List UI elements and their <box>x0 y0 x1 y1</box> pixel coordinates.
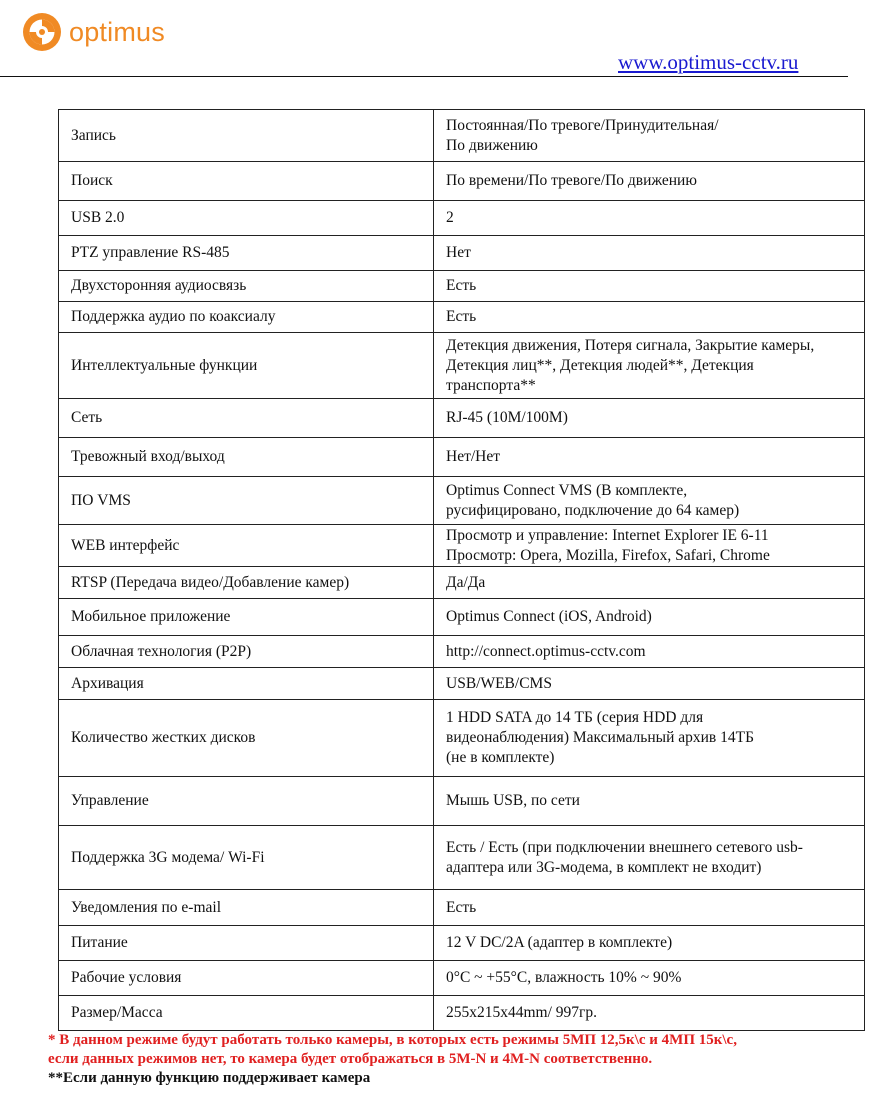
spec-value <box>434 271 865 302</box>
spec-row <box>59 926 865 961</box>
spec-value <box>434 110 865 162</box>
spec-label: Интеллектуальные функции <box>59 333 434 399</box>
brand-logo <box>22 12 165 52</box>
spec-value-line: Есть <box>446 898 477 916</box>
spec-row <box>59 110 865 162</box>
spec-value <box>434 162 865 201</box>
spec-row <box>59 567 865 599</box>
spec-row <box>59 525 865 567</box>
spec-value <box>434 890 865 926</box>
spec-value-line: Детекция движения, Потеря сигнала, Закрытие камеры, <box>446 336 815 354</box>
spec-value-line: 1 HDD SATA до 14 ТБ (серия HDD для <box>446 709 704 726</box>
spec-row <box>59 201 865 236</box>
spec-label: Тревожный вход/выход <box>59 438 434 477</box>
spec-label: Управление <box>59 777 434 826</box>
spec-label: USB 2.0 <box>59 201 434 236</box>
spec-label: PTZ управление RS-485 <box>59 236 434 271</box>
spec-value <box>434 926 865 961</box>
spec-row <box>59 700 865 777</box>
spec-label: Размер/Масса <box>59 996 434 1031</box>
spec-row <box>59 668 865 700</box>
spec-value <box>434 477 865 525</box>
spec-value-line: русифицировано, подключение до 64 камер) <box>446 501 740 519</box>
spec-value-line: Есть <box>446 277 477 294</box>
spec-value <box>434 996 865 1031</box>
spec-row <box>59 271 865 302</box>
spec-row <box>59 162 865 201</box>
spec-value-line: 2 <box>446 209 454 226</box>
spec-value-line: Нет <box>446 244 471 261</box>
spec-row <box>59 399 865 438</box>
spec-value-line: (не в комплекте) <box>446 749 555 766</box>
spec-label: RTSP (Передача видео/Добавление камер) <box>59 567 434 599</box>
spec-row <box>59 599 865 636</box>
spec-label: Двухсторонняя аудиосвязь <box>59 271 434 302</box>
spec-value-line: 255x215x44mm/ 997гр. <box>446 1004 598 1021</box>
spec-value-line: RJ-45 (10M/100M) <box>446 409 568 426</box>
spec-value <box>434 567 865 599</box>
spec-value-line: Просмотр: Opera, Mozilla, Firefox, Safari, Chrome <box>446 546 770 564</box>
spec-row <box>59 477 865 525</box>
spec-value-line: Постоянная/По тревоге/Принудительная/ <box>446 116 719 134</box>
spec-value-line: адаптера или 3G-модема, в комплект не входит) <box>446 858 762 876</box>
spec-value-line: Optimus Connect (iOS, Android) <box>446 608 652 625</box>
spec-value-line: По времени/По тревоге/По движению <box>446 172 697 189</box>
spec-value-line: http://connect.optimus-cctv.com <box>446 642 646 660</box>
spec-value <box>434 399 865 438</box>
spec-value <box>434 333 865 399</box>
spec-value-line: Есть <box>446 308 477 325</box>
spec-value-line: Просмотр и управление: Internet Explorer IE 6-11 <box>446 526 769 544</box>
spec-row <box>59 236 865 271</box>
spec-label: ПО VMS <box>59 477 434 525</box>
spec-value <box>434 201 865 236</box>
spec-label: WEB интерфейс <box>59 525 434 567</box>
spec-label: Сеть <box>59 399 434 438</box>
spec-value-line: 0°C ~ +55°C, влажность 10% ~ 90% <box>446 969 682 986</box>
spec-value-line: 12 V DC/2A (адаптер в комплекте) <box>446 934 673 951</box>
footnote-1-line-2: если данных режимов нет, то камера будет отображаться в 5M-N и 4M-N соответственно. <box>48 1051 653 1067</box>
spec-row <box>59 438 865 477</box>
spec-value <box>434 302 865 333</box>
spec-label: Облачная технология (P2P) <box>59 636 434 668</box>
spec-row <box>59 333 865 399</box>
spec-value <box>434 777 865 826</box>
spec-row <box>59 890 865 926</box>
spec-label: Количество жестких дисков <box>59 700 434 777</box>
spec-table <box>58 109 865 1031</box>
logo-text: optimus <box>69 16 165 47</box>
spec-value <box>434 525 865 567</box>
spec-label: Мобильное приложение <box>59 599 434 636</box>
spec-value <box>434 826 865 890</box>
spec-value <box>434 636 865 668</box>
spec-value-line: транспорта** <box>446 376 536 394</box>
optimus-swirl-logo-icon <box>22 12 62 52</box>
spec-row <box>59 826 865 890</box>
spec-label: Питание <box>59 926 434 961</box>
spec-value <box>434 961 865 996</box>
spec-value-line: Да/Да <box>446 573 486 591</box>
spec-label: Поиск <box>59 162 434 201</box>
spec-label: Поддержка аудио по коаксиалу <box>59 302 434 333</box>
spec-value-line: USB/WEB/CMS <box>446 674 552 692</box>
spec-value <box>434 236 865 271</box>
spec-value <box>434 438 865 477</box>
website-link[interactable]: www.optimus-cctv.ru <box>618 50 799 74</box>
spec-value-line: Нет/Нет <box>446 448 501 465</box>
footnote-2: **Если данную функцию поддерживает камера <box>48 1070 371 1086</box>
spec-value-line: Детекция лиц**, Детекция людей**, Детекция <box>446 356 754 374</box>
spec-label: Рабочие условия <box>59 961 434 996</box>
spec-row <box>59 777 865 826</box>
spec-label: Поддержка 3G модема/ Wi-Fi <box>59 826 434 890</box>
spec-label: Архивация <box>59 668 434 700</box>
footnote-1-line-1: * В данном режиме будут работать только камеры, в которых есть режимы 5МП 12,5к\с и 4МП 15к\с, <box>48 1032 737 1048</box>
spec-value-line: Мышь USB, по сети <box>446 792 580 809</box>
header-divider <box>0 76 848 77</box>
spec-value-line: Optimus Connect VMS (В комплекте, <box>446 481 688 499</box>
spec-value <box>434 668 865 700</box>
spec-row <box>59 636 865 668</box>
spec-label: Уведомления по e-mail <box>59 890 434 926</box>
spec-value <box>434 700 865 777</box>
spec-row <box>59 961 865 996</box>
spec-row <box>59 302 865 333</box>
spec-value-line: видеонаблюдения) Максимальный архив 14ТБ <box>446 729 754 746</box>
footnotes <box>48 1031 878 1088</box>
spec-value <box>434 599 865 636</box>
spec-label: Запись <box>59 110 434 162</box>
spec-value-line: По движению <box>446 136 538 154</box>
spec-row <box>59 996 865 1031</box>
spec-value-line: Есть / Есть (при подключении внешнего сетевого usb- <box>446 838 803 856</box>
